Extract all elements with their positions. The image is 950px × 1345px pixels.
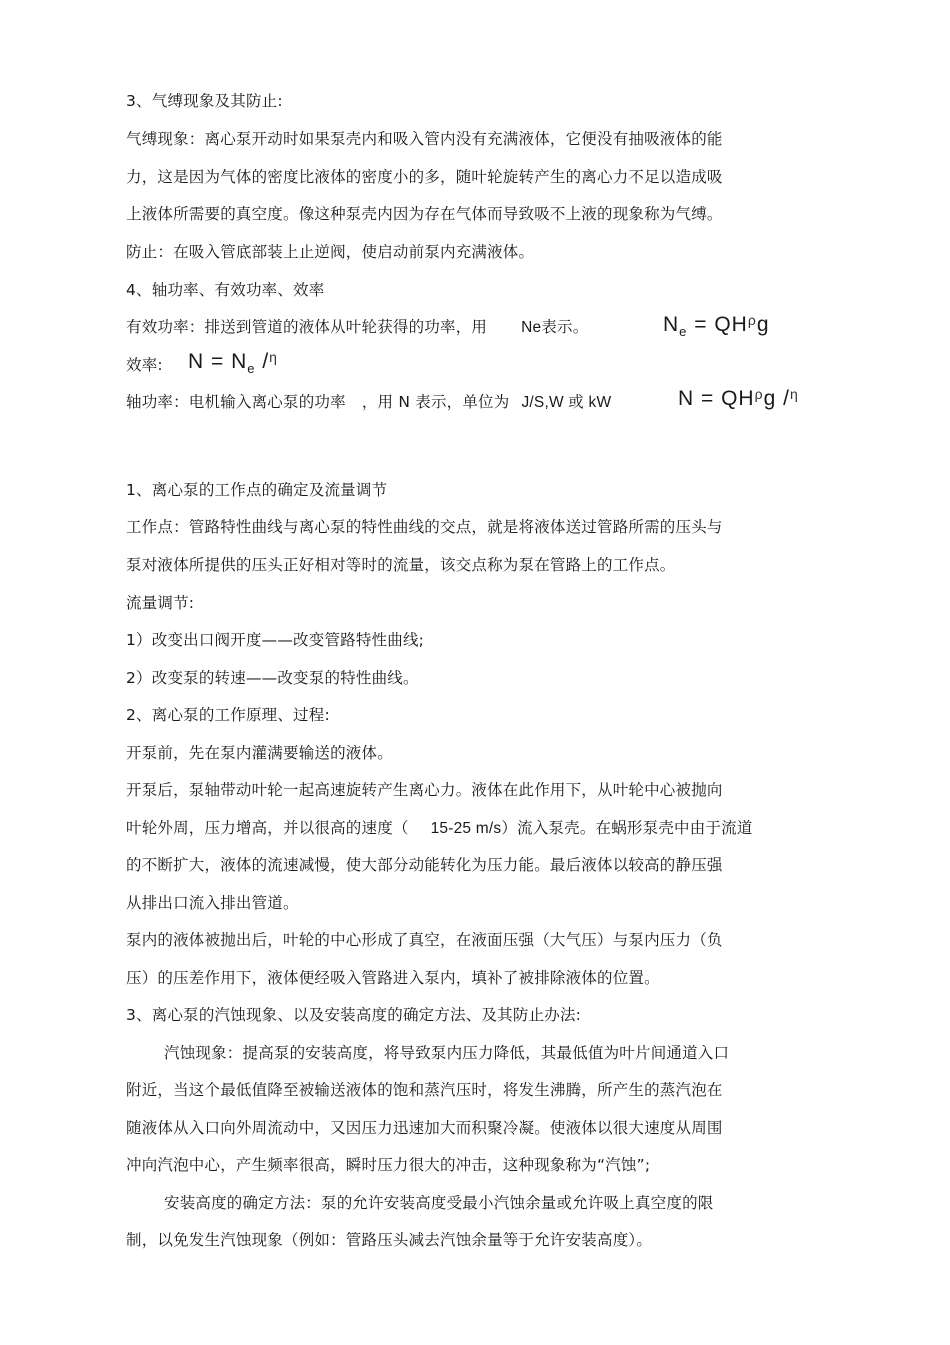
- paragraph-line: 冲向汽泡中心，产生频率很高，瞬时压力很大的冲击，这种现象称为“汽蚀”;: [126, 1156, 651, 1174]
- paragraph-line: 开泵后，泵轴带动叶轮一起高速旋转产生离心力。液体在此作用下，从叶轮中心被抛向: [126, 781, 723, 799]
- shaft-power-formula: $N = QH^\rho g$ /$^\eta$: [678, 386, 799, 410]
- paragraph-line: 泵对液体所提供的压头正好相对等时的流量，该交点称为泵在管路上的工作点。: [126, 556, 676, 574]
- paragraph-line: 上液体所需要的真空度。像这种泵壳内因为存在气体而导致吸不上液的现象称为气缚。: [126, 205, 723, 223]
- paragraph-line: 流量调节:: [126, 594, 195, 612]
- paragraph-line: 防止：在吸入管底部装上止逆阀，使启动前泵内充满液体。: [126, 243, 535, 261]
- list-item: 2）改变泵的转速——改变泵的特性曲线。: [126, 669, 419, 687]
- question-2-heading: 2、离心泵的工作原理、过程:: [126, 706, 330, 724]
- paragraph-line: 附近，当这个最低值降至被输送液体的饱和蒸汽压时，将发生沸腾，所产生的蒸汽泡在: [126, 1081, 723, 1099]
- paragraph-line: 力，这是因为气体的密度比液体的密度小的多，随叶轮旋转产生的离心力不足以造成吸: [126, 168, 723, 186]
- section-4-heading: 4、轴功率、有效功率、效率: [126, 281, 325, 299]
- paragraph-line: 压）的压差作用下，液体便经吸入管路进入泵内，填补了被排除液体的位置。: [126, 969, 660, 987]
- section-3-heading: 3、气缚现象及其防止:: [126, 92, 283, 110]
- efficiency-formula: $N = N_e$ /$^\eta$: [188, 349, 278, 377]
- shaft-power-line: 轴功率：电机输入离心泵的功率 ，用 N 表示，单位为 J/S,W 或 kW: [126, 393, 612, 411]
- effective-power-text: 有效功率：排送到管道的液体从叶轮获得的功率，用: [126, 318, 488, 336]
- efficiency-label: 效率:: [126, 356, 163, 374]
- effective-power-line: [126, 316, 588, 339]
- question-1-heading: 1、离心泵的工作点的确定及流量调节: [126, 481, 388, 499]
- paragraph-line: 安装高度的确定方法：泵的允许安装高度受最小汽蚀余量或允许吸上真空度的限: [164, 1194, 714, 1212]
- paragraph-line: 开泵前，先在泵内灌满要输送的液体。: [126, 744, 393, 762]
- paragraph-line: 从排出口流入排出管道。: [126, 894, 299, 912]
- list-item: 1）改变出口阀开度——改变管路特性曲线;: [126, 631, 425, 649]
- paragraph-line: 制，以免发生汽蚀现象（例如：管路压头减去汽蚀余量等于允许安装高度）。: [126, 1231, 653, 1249]
- paragraph-line: 叶轮外周，压力增高，并以很高的速度（ 15-25 m/s）流入泵壳。在蜗形泵壳中由于流道: [126, 819, 753, 837]
- paragraph-line: 汽蚀现象：提高泵的安装高度，将导致泵内压力降低，其最低值为叶片间通道入口: [164, 1044, 730, 1062]
- paragraph-line: 随液体从入口向外周流动中，又因压力迅速加大而积聚冷凝。使液体以很大速度从周围: [126, 1119, 723, 1137]
- question-3-heading: 3、离心泵的汽蚀现象、以及安装高度的确定方法、及其防止办法:: [126, 1006, 582, 1024]
- ne-label: Ne表示。: [521, 319, 589, 336]
- paragraph-line: 的不断扩大，液体的流速减慢，使大部分动能转化为压力能。最后液体以较高的静压强: [126, 856, 723, 874]
- paragraph-line: 泵内的液体被抛出后，叶轮的中心形成了真空，在液面压强（大气压）与泵内压力（负: [126, 931, 723, 949]
- effective-power-formula: $N_e = QH^\rho g$: [663, 312, 770, 340]
- paragraph-line: 工作点：管路特性曲线与离心泵的特性曲线的交点，就是将液体送过管路所需的压头与: [126, 518, 723, 536]
- paragraph-line: 气缚现象：离心泵开动时如果泵壳内和吸入管内没有充满液体，它便没有抽吸液体的能: [126, 130, 723, 148]
